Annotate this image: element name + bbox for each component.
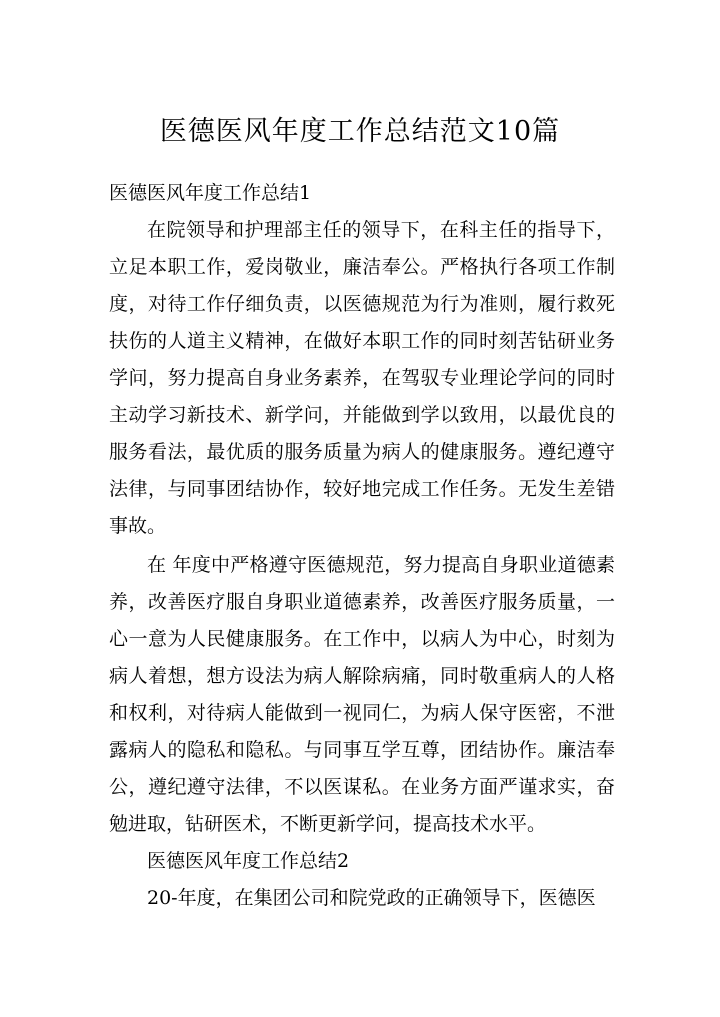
section-heading: 医德医风年度工作总结1	[109, 182, 312, 204]
section-heading: 医德医风年度工作总结2	[147, 850, 350, 872]
paragraph: 20-年度，在集团公司和院党政的正确领导下，医德医	[147, 887, 596, 909]
document-title: 医德医风年度工作总结范文10篇	[159, 116, 561, 147]
document-body	[109, 175, 615, 917]
paragraph: 在院领导和护理部主任的领导下，在科主任的指导下，立足本职工作，爱岗敬业，廉洁奉公。严格执行各项工作制度，对待工作仔细负责，以医德规范为行为准则，履行救死扶伤的人道主义精神，在做好本职工作的同时刻苦钻研业务学问，努力提高自身业务素养，在驾驭专业理论学问的同时主动学习新技术、新学问，并能做到学以致用，以最优良的服务看法，最优质的服务质量为病人的健康服务。遵纪遵守法律，与同事团结协作，较好地完成工作任务。无发生差错事故。	[109, 219, 615, 537]
paragraph: 在 年度中严格遵守医德规范，努力提高自身职业道德素养，改善医疗服自身职业道德素养，改善医疗服务质量，一心一意为人民健康服务。在工作中，以病人为中心，时刻为病人着想，想方设法为病人解除病痛，同时敬重病人的人格和权利，对待病人能做到一视同仁，为病人保守医密，不泄露病人的隐私和隐私。与同事互学互尊，团结协作。廉洁奉公，遵纪遵守法律，不以医谋私。在业务方面严谨求实，奋勉进取，钻研医术，不断更新学问，提高技术水平。	[109, 554, 615, 835]
